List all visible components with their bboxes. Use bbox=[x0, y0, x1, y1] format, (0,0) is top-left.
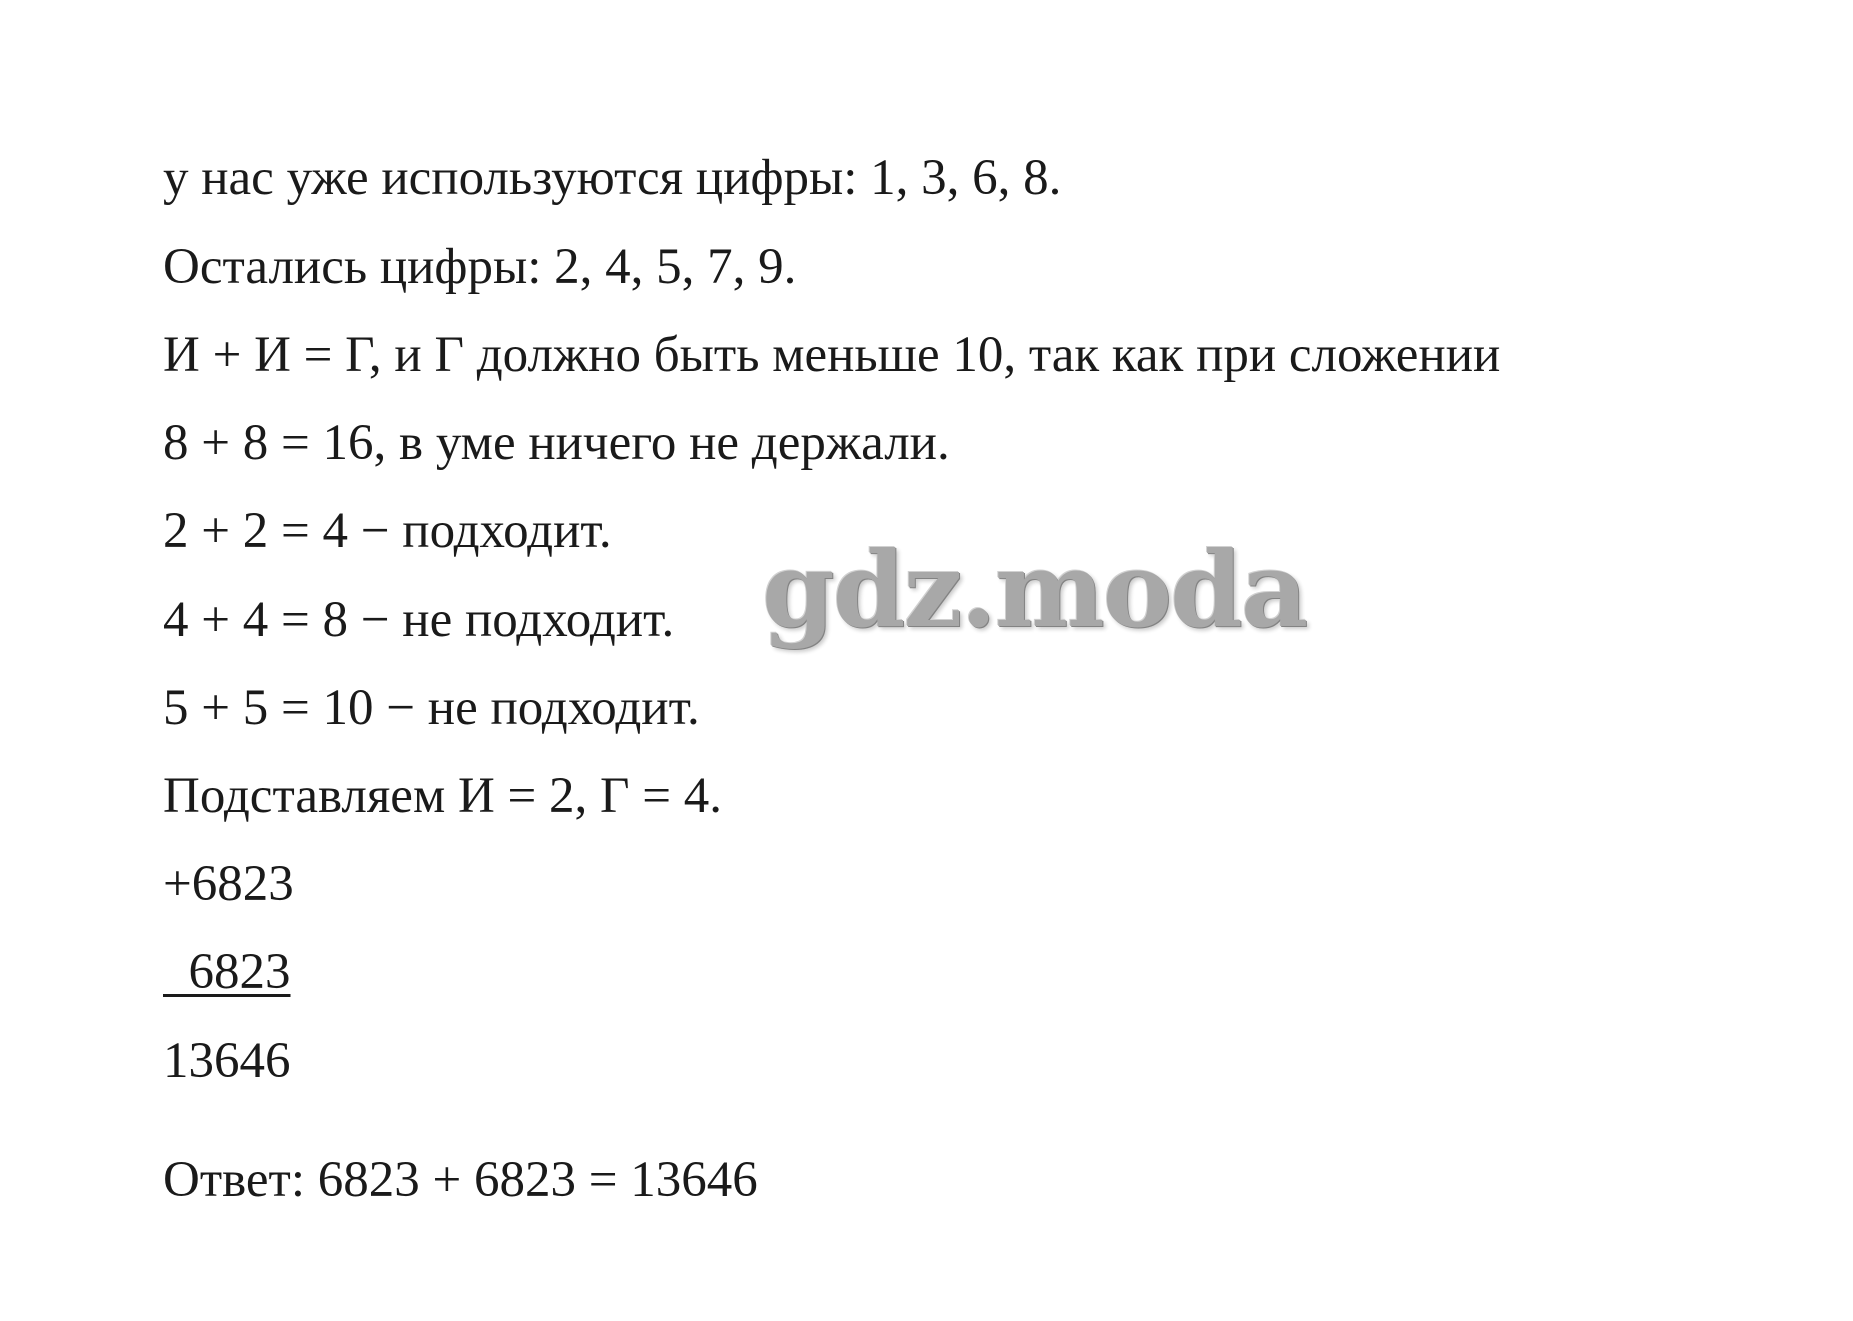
used-digits-line: у нас уже используются цифры: 1, 3, 6, 8. bbox=[163, 150, 1062, 206]
try-two-line: 2 + 2 = 4 − подходит. bbox=[163, 503, 612, 559]
watermark-logo: gdz.moda bbox=[762, 528, 1307, 651]
carry-note-line: 8 + 8 = 16, в уме ничего не держали. bbox=[163, 415, 950, 471]
try-four-line: 4 + 4 = 8 − не подходит. bbox=[163, 592, 675, 648]
remaining-digits-line: Остались цифры: 2, 4, 5, 7, 9. bbox=[163, 239, 797, 295]
condition-line: И + И = Г, и Г должно быть меньше 10, так как при сложении bbox=[163, 327, 1501, 383]
column-addend-first: +6823 bbox=[163, 856, 294, 912]
answer-line: Ответ: 6823 + 6823 = 13646 bbox=[163, 1152, 758, 1208]
column-addend-second: 6823 bbox=[163, 944, 291, 1000]
substitute-line: Подставляем И = 2, Г = 4. bbox=[163, 768, 723, 824]
try-five-line: 5 + 5 = 10 − не подходит. bbox=[163, 680, 700, 736]
column-sum: 13646 bbox=[163, 1033, 291, 1089]
